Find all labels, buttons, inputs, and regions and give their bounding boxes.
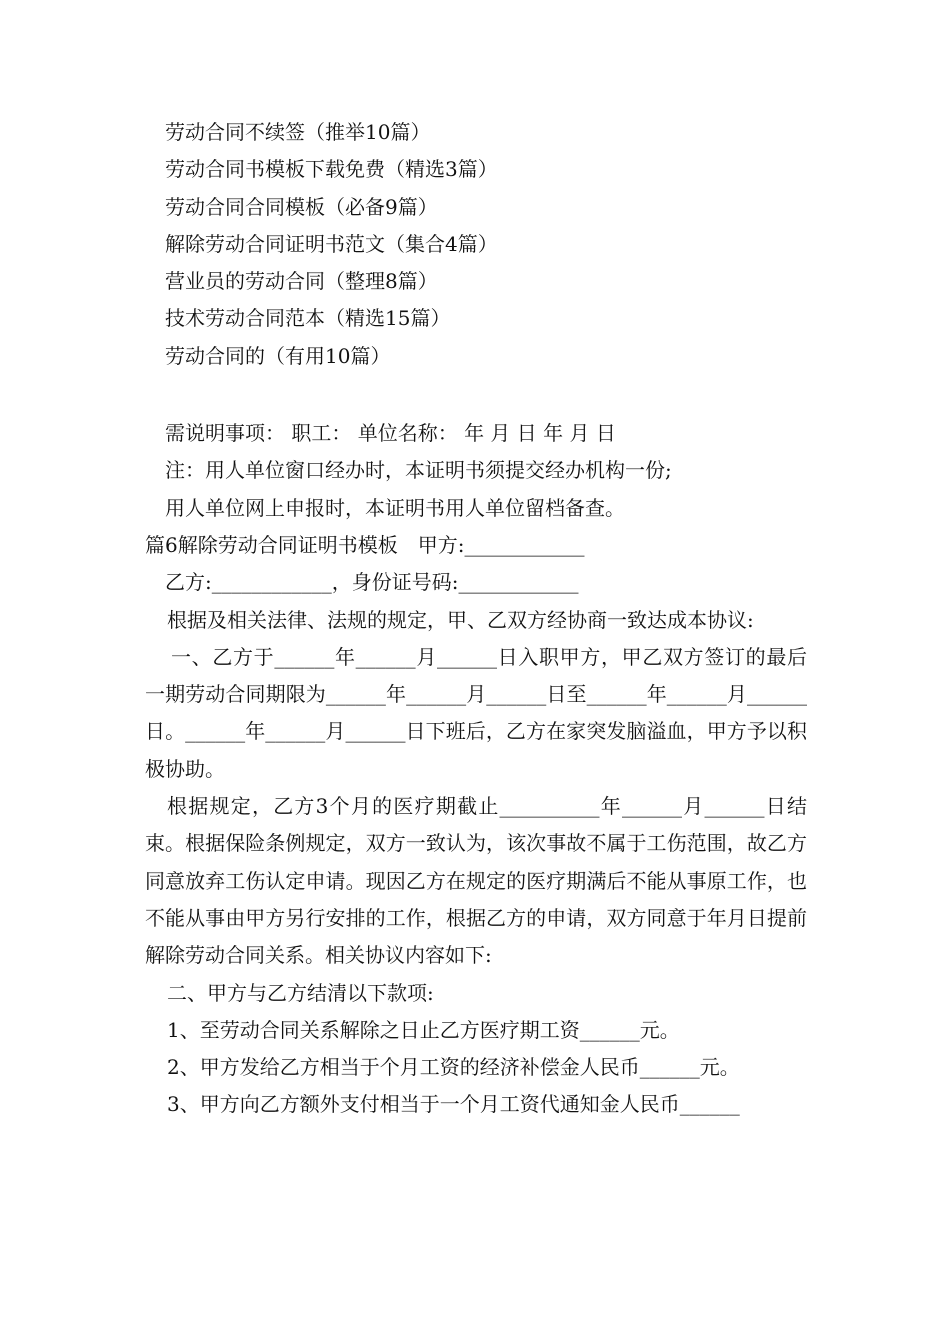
- toc-item[interactable]: 营业员的劳动合同（整理8篇）: [165, 269, 438, 294]
- intro-paragraph: 根据及相关法律、法规的规定，甲、乙双方经协商一致达成本协议:: [167, 607, 754, 632]
- contract-section: [145, 527, 807, 1124]
- notes-line-window: 注：用人单位窗口经办时，本证明书须提交经办机构一份;: [165, 458, 672, 483]
- clause-basis-paragraph: 根据规定，乙方3个月的医疗期截止__________年______月______日结束。根据保险条例规定，双方一致认为，该次事故不属于工伤范围，故乙方同意放弃工伤认定申请。现因乙方在规定的医疗期满后不能从事原工作，也不能从事由甲方另行安排的工作，根据乙方的申请，双方同意于年月日提前解除劳动合同关系。相关协议内容如下:: [145, 794, 807, 968]
- toc-item[interactable]: 劳动合同合同模板（必备9篇）: [165, 194, 438, 219]
- toc-list: [145, 114, 807, 375]
- section-heading: 篇6解除劳动合同证明书模板 甲方:____________: [145, 532, 585, 557]
- notes-block: [145, 415, 807, 527]
- notes-line-items: 需说明事项： 职工： 单位名称： 年 月 日 年 月 日: [165, 421, 616, 446]
- toc-item[interactable]: 技术劳动合同范本（精选15篇）: [165, 306, 451, 331]
- payment-item: 1、至劳动合同关系解除之日止乙方医疗期工资______元。: [167, 1017, 680, 1042]
- clause-2-title: 二、甲方与乙方结清以下款项:: [167, 980, 434, 1005]
- toc-item[interactable]: 劳动合同的（有用10篇）: [165, 343, 391, 368]
- payment-item: 3、甲方向乙方额外支付相当于一个月工资代通知金人民币______: [167, 1092, 740, 1117]
- document-content: [145, 114, 807, 1124]
- toc-item[interactable]: 解除劳动合同证明书范文（集合4篇）: [165, 231, 498, 256]
- toc-item[interactable]: 劳动合同不续签（推举10篇）: [165, 120, 431, 144]
- toc-item[interactable]: 劳动合同书模板下载免费（精选3篇）: [165, 157, 498, 182]
- clause-1-paragraph: 一、乙方于______年______月______日入职甲方，甲乙双方签订的最后一期劳动合同期限为______年______月______日至______年______月______日。______年______月______日下班后，乙方在家突发脑溢血，甲方予以积极协助。: [145, 644, 807, 781]
- payment-item: 2、甲方发给乙方相当于个月工资的经济补偿金人民币______元。: [167, 1055, 740, 1080]
- notes-line-online: 用人单位网上申报时，本证明书用人单位留档备查。: [165, 495, 625, 520]
- party-b-line: 乙方:____________，身份证号码:____________: [165, 570, 579, 595]
